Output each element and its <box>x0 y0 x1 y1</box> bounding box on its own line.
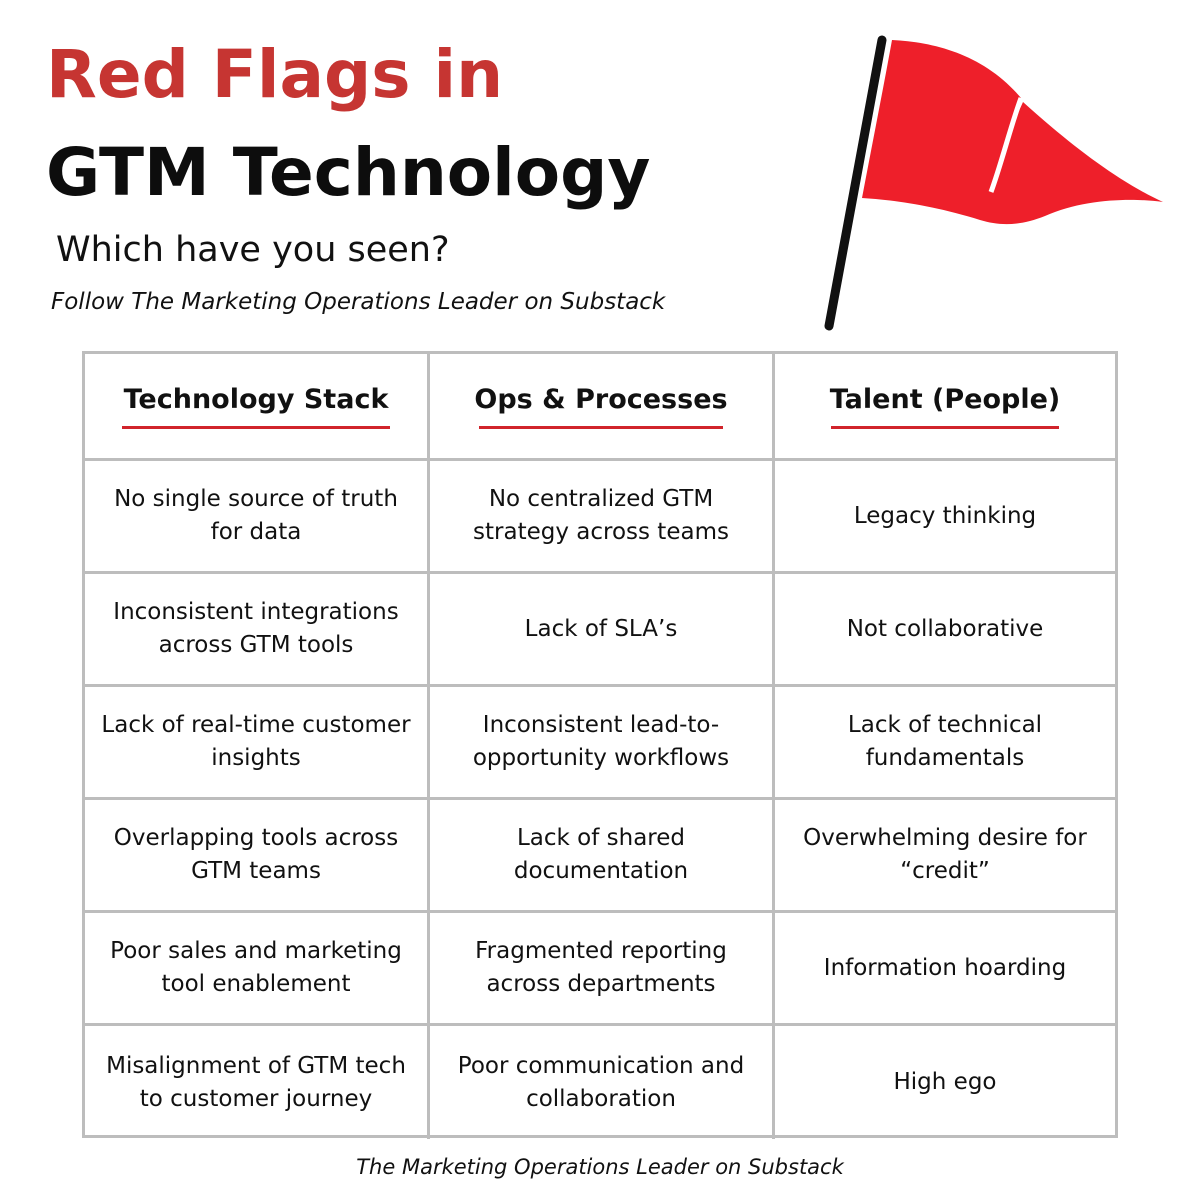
table-cell: Poor sales and marketing tool enablement <box>85 913 430 1026</box>
header-underline <box>122 426 390 429</box>
header-underline <box>479 426 723 429</box>
header-talent-people <box>775 354 1115 461</box>
table-cell: Lack of real-time customer insights <box>85 687 430 800</box>
follow-text: Follow The Marketing Operations Leader on Substack <box>51 289 666 315</box>
table-cell: Inconsistent integrations across GTM tools <box>85 574 430 687</box>
red-flags-table <box>82 351 1118 1138</box>
table-cell: High ego <box>893 1069 997 1095</box>
table-cell: Legacy thinking <box>775 461 1115 574</box>
table-cell: Lack of technical fundamentals <box>775 687 1115 800</box>
table-cell: No single source of truth for data <box>85 461 430 574</box>
table-cell: Overlapping tools across GTM teams <box>85 800 430 913</box>
footer-text: The Marketing Operations Leader on Substack <box>356 1155 844 1179</box>
table-cell: Fragmented reporting across departments <box>430 913 775 1026</box>
table-cell: Misalignment of GTM tech to customer journey <box>85 1026 430 1139</box>
table-cell: Information hoarding <box>775 913 1115 1026</box>
table-cell: No centralized GTM strategy across teams <box>430 461 775 574</box>
table-cell: Poor communication and collaboration <box>430 1026 775 1139</box>
header-underline <box>831 426 1059 429</box>
title-line-2: GTM Technology <box>46 134 651 211</box>
table-cell: Lack of shared documentation <box>430 800 775 913</box>
table-cell: Inconsistent lead-to-opportunity workflows <box>430 687 775 800</box>
red-flag-icon <box>815 30 1175 340</box>
title-line-1: Red Flags in <box>46 36 504 113</box>
header-technology-stack <box>85 354 430 461</box>
header-label: Technology Stack <box>123 384 389 415</box>
table-cell: Overwhelming desire for “credit” <box>775 800 1115 913</box>
table-cell: Not collaborative <box>775 574 1115 687</box>
table-cell: Lack of SLA’s <box>430 574 775 687</box>
subtitle: Which have you seen? <box>56 230 450 270</box>
header-label: Ops & Processes <box>474 384 728 415</box>
header-ops-processes <box>430 354 775 461</box>
header-label: Talent (People) <box>829 384 1061 415</box>
